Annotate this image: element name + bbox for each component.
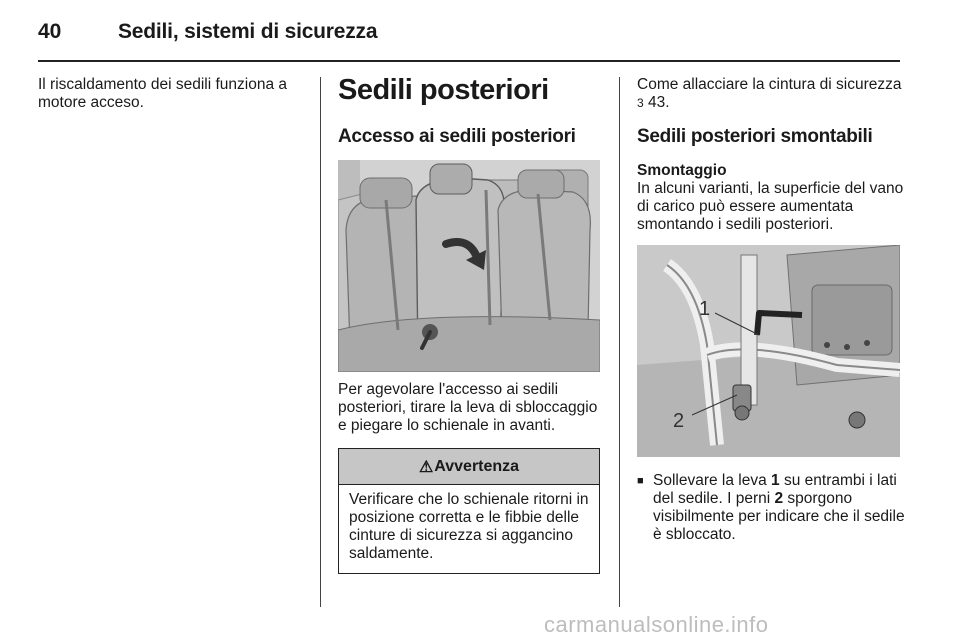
seat-belt-reference	[637, 76, 902, 112]
page-header	[38, 14, 900, 54]
watermark: carmanualsonline.info	[544, 612, 769, 637]
warning-box	[338, 448, 600, 574]
warning-icon: ⚠	[418, 458, 434, 476]
figure-label-2: 2	[673, 410, 685, 432]
removal-subheading: Smontaggio	[637, 162, 727, 179]
removal-intro-text: In alcuni varianti, la superficie del vano di carico può essere aumentata smontando i sedili posteriori.	[637, 180, 904, 233]
warning-header	[339, 449, 599, 485]
page-number: 40	[38, 20, 62, 43]
rear-seat-illustration	[338, 160, 600, 372]
column-divider-1	[320, 77, 321, 607]
rear-seat-access-subheading: Accesso ai sedili posteriori	[338, 126, 576, 147]
section-title: Sedili, sistemi di sicurezza	[118, 20, 378, 43]
warning-title: Avvertenza	[434, 457, 520, 475]
column-divider-2	[619, 77, 620, 607]
header-rule	[38, 60, 900, 62]
rear-seat-access-instructions: Per agevolare l'accesso ai sedili posteriori, tirare la leva di sbloccaggio e piegare lo schienale in avanti.	[338, 381, 598, 434]
removable-rear-seats-heading: Sedili posteriori smontabili	[637, 126, 873, 147]
page-reference-icon: 3	[637, 96, 644, 110]
seat-heating-note: Il riscaldamento dei sedili funziona a motore acceso.	[38, 76, 287, 111]
rear-seats-heading: Sedili posteriori	[338, 74, 549, 106]
warning-text: Verificare che lo schienale ritorni in posizione corretta e le fibbie delle cinture di sicurezza si aggancino saldamente.	[349, 491, 589, 562]
seat-belt-reference-text: Come allacciare la cintura di sicurezza	[637, 76, 902, 93]
lever-instruction-bullet	[637, 472, 905, 544]
lever-instruction-text: Sollevare la leva 1 su entrambi i lati del sedile. I perni 2 sporgono visibilmente per indicare che il sedile è sbloccato.	[653, 472, 905, 543]
seat-lever-illustration	[637, 245, 900, 457]
bullet-marker: ■	[637, 475, 644, 487]
page-reference-number: 43.	[648, 94, 670, 111]
figure-label-1: 1	[699, 298, 711, 320]
